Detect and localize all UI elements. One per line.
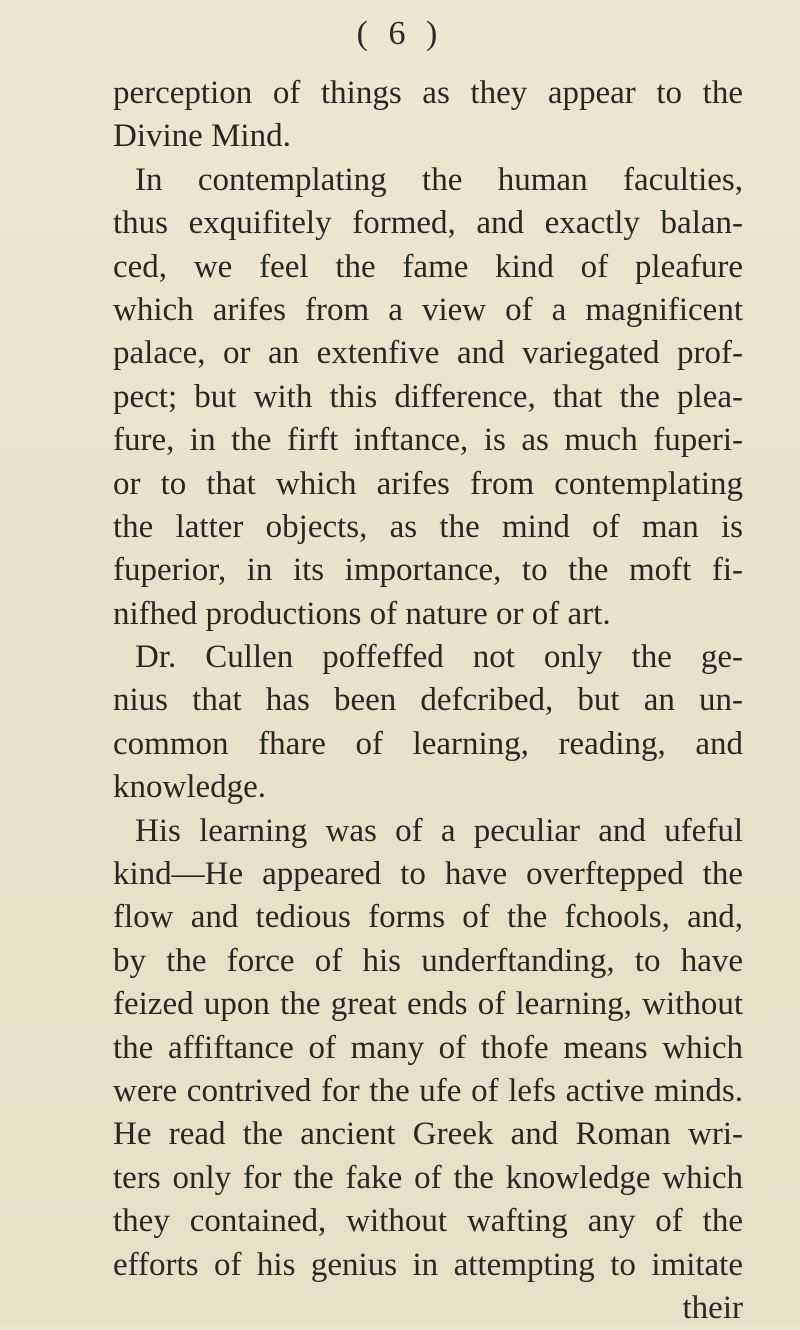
text-line: ced, we feel the fame kind of pleafure [113,248,743,285]
text-line: efforts of his genius in attempting to imitate [113,1246,743,1283]
text-line: flow and tedious forms of the fchools, and, [113,899,743,936]
text-line: nius that has been defcribed, but an un- [113,682,743,719]
body-text [113,72,743,1330]
text-line: Divine Mind. [113,118,291,155]
text-line: thus exquifitely formed, and exactly balan- [113,205,743,242]
text-line: fuperior, in its importance, to the moft fi- [113,552,743,589]
text-line: His learning was of a peculiar and ufeful [135,812,743,849]
text-line: the affiftance of many of thofe means which [113,1029,743,1066]
text-line: In contemplating the human faculties, [135,161,743,198]
text-line: knowledge. [113,769,267,806]
text-line: or to that which arifes from contemplating [113,465,743,502]
text-line: ters only for the fake of the knowledge which [113,1159,743,1196]
text-line: they contained, without wafting any of the [113,1203,743,1240]
text-line: perception of things as they appear to the [113,75,743,111]
text-line: kind—He appeared to have overftepped the [113,856,743,893]
catchword: their [682,1289,743,1326]
text-line: the latter objects, as the mind of man is [113,508,743,545]
page-number: ( 6 ) [356,15,444,52]
text-line: palace, or an extenfive and variegated prof- [113,335,743,372]
text-line: Dr. Cullen poffeffed not only the ge- [135,639,743,676]
text-line: pect; but with this difference, that the plea- [113,378,743,415]
text-line: were contrived for the ufe of lefs active minds. [113,1072,743,1109]
text-line: nifhed productions of nature or of art. [113,595,611,632]
text-line: common fhare of learning, reading, and [113,725,743,762]
text-line: He read the ancient Greek and Roman wri- [113,1116,743,1153]
text-line: fure, in the firft inftance, is as much fuperi- [113,422,743,459]
text-line: feized upon the great ends of learning, without [113,986,743,1023]
text-line: which arifes from a view of a magnificent [113,291,743,328]
text-line: by the force of his underftanding, to have [113,942,743,979]
